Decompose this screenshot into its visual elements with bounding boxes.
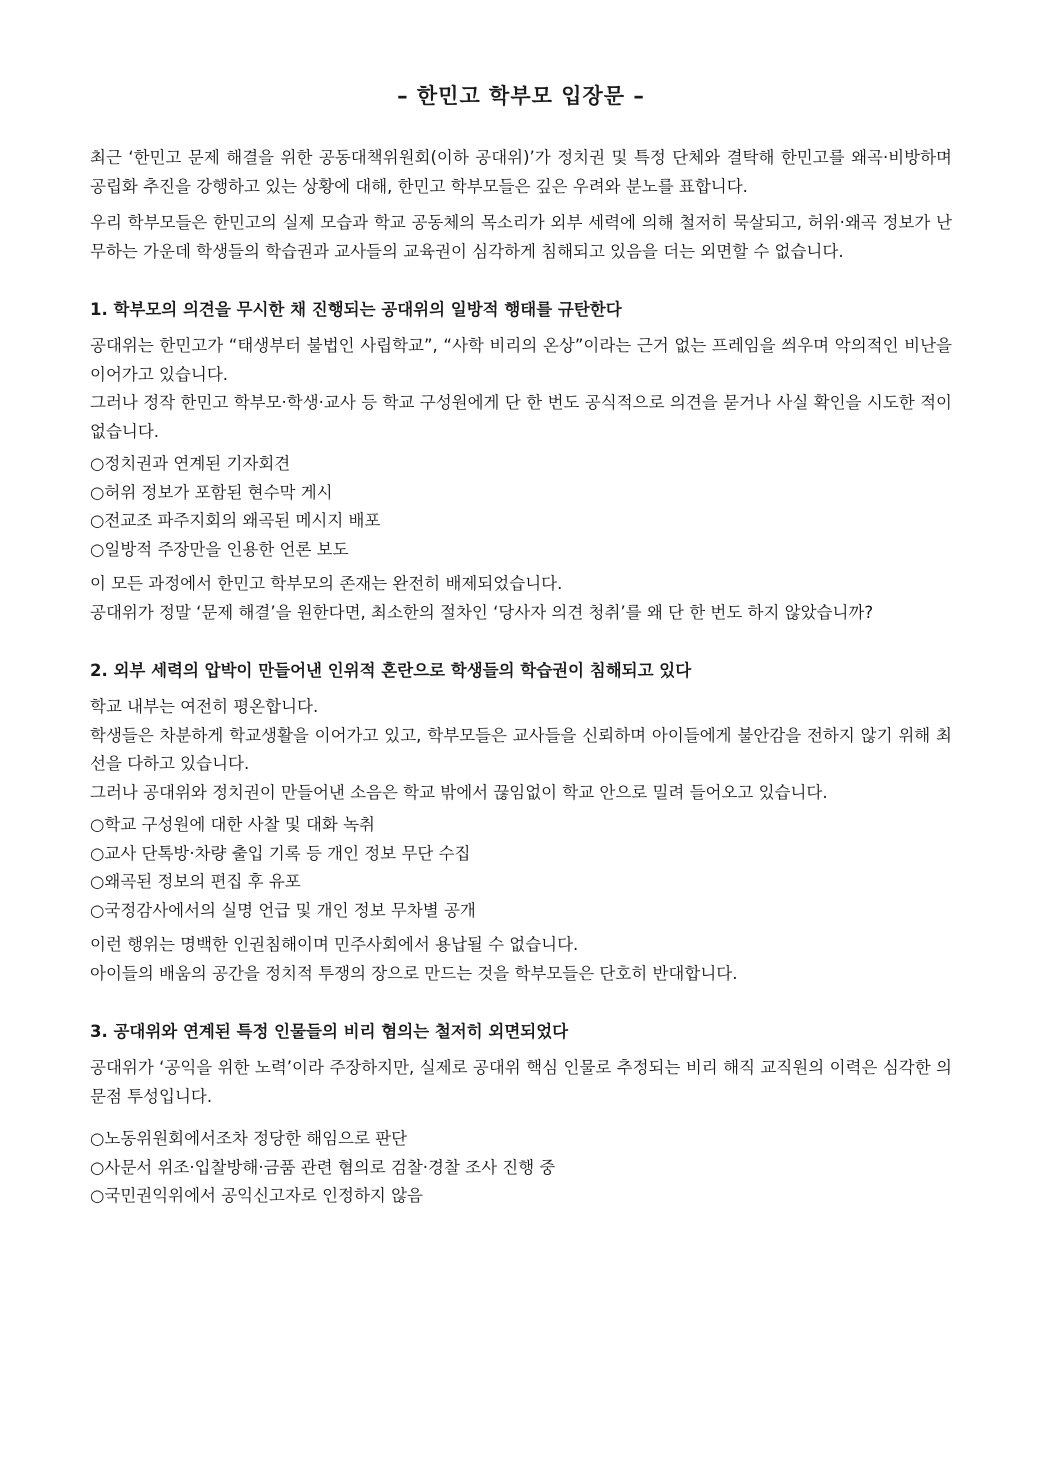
section-2-closing: 아이들의 배움의 공간을 정치적 투쟁의 장으로 만드는 것을 학부모들은 단호히 반대합니다. [90, 963, 738, 983]
document-title: – 한민고 학부모 입장문 – [397, 84, 645, 108]
section-2-paragraph: 학생들은 차분하게 학교생활을 이어가고 있고, 학부모들은 교사들을 신뢰하며 아이들에게 불안감을 전하지 않기 위해 최선을 다하고 있습니다. [90, 725, 952, 773]
intro-paragraph-2: 우리 학부모들은 한민고의 실제 모습과 학교 공동체의 목소리가 외부 세력에 의해 철저히 묵살되고, 허위·왜곡 정보가 난무하는 가운데 학생들의 학습권과 교사들의 교육권이 심각하게 침해되고 있음을 더는 외면할 수 없습니다. [90, 213, 952, 261]
list-item: ○전교조 파주지회의 왜곡된 메시지 배포 [90, 511, 381, 530]
section-2-paragraph: 학교 내부는 여전히 평온합니다. [90, 697, 319, 716]
section-2-bullet-list [90, 811, 952, 925]
list-item: ○국민권익위에서 공익신고자로 인정하지 않음 [90, 1186, 423, 1205]
intro-paragraph-1: 최근 ‘한민고 문제 해결을 위한 공동대책위원회(이하 공대위)’가 정치권 및 특정 단체와 결탁해 한민고를 왜곡·비방하며 공립화 추진을 강행하고 있는 상황에 대해, 한민고 학부모들은 깊은 우려와 분노를 표합니다. [90, 148, 952, 196]
list-item: ○허위 정보가 포함된 현수막 게시 [90, 482, 333, 502]
section-3 [90, 1018, 952, 1211]
section-2-paragraph: 그러나 공대위와 정치권이 만들어낸 소음은 학교 밖에서 끊임없이 학교 안으로 밀려 들어오고 있습니다. [90, 782, 828, 802]
list-item: ○국정감사에서의 실명 언급 및 개인 정보 무차별 공개 [90, 900, 476, 920]
section-1-paragraph: 공대위는 한민고가 “태생부터 불법인 사립학교”, “사학 비리의 온상”이라는 근거 없는 프레임을 씌우며 악의적인 비난을 이어가고 있습니다. [90, 336, 952, 384]
section-3-paragraph: 공대위가 ‘공익을 위한 노력’이라 주장하지만, 실제로 공대위 핵심 인물로 추정되는 비리 해직 교직원의 이력은 심각한 의문점 투성입니다. [90, 1058, 952, 1106]
section-2 [90, 657, 952, 988]
section-1-closing: 이 모든 과정에서 한민고 학부모의 존재는 완전히 배제되었습니다. [90, 574, 563, 593]
section-1-bullet-list [90, 450, 952, 564]
section-1-closing: 공대위가 정말 ‘문제 해결’을 원한다면, 최소한의 절차인 ‘당사자 의견 청취’를 왜 단 한 번도 하지 않았습니까? [90, 602, 874, 622]
list-item: ○노동위원회에서조차 정당한 해임으로 판단 [90, 1129, 408, 1148]
section-1-paragraph: 그러나 정작 한민고 학부모·학생·교사 등 학교 구성원에게 단 한 번도 공식적으로 의견을 묻거나 사실 확인을 시도한 적이 없습니다. [90, 393, 952, 441]
list-item: ○학교 구성원에 대한 사찰 및 대화 녹취 [90, 815, 375, 834]
section-2-heading: 2. 외부 세력의 압박이 만들어낸 인위적 혼란으로 학생들의 학습권이 침해되고 있다 [90, 661, 692, 680]
section-1-heading: 1. 학부모의 의견을 무시한 채 진행되는 공대위의 일방적 행태를 규탄한다 [90, 300, 622, 319]
list-item: ○사문서 위조·입찰방해·금품 관련 혐의로 검찰·경찰 조사 진행 중 [90, 1157, 556, 1177]
list-item: ○일방적 주장만을 인용한 언론 보도 [90, 539, 349, 559]
section-1 [90, 296, 952, 627]
list-item: ○교사 단톡방·차량 출입 기록 등 개인 정보 무단 수집 [90, 843, 471, 863]
document-page [90, 78, 952, 1217]
list-item: ○정치권과 연계된 기자회견 [90, 454, 291, 473]
list-item: ○왜곡된 정보의 편집 후 유포 [90, 872, 301, 891]
section-3-bullet-list [90, 1125, 952, 1211]
section-3-heading: 3. 공대위와 연계된 특정 인물들의 비리 혐의는 철저히 외면되었다 [90, 1022, 569, 1041]
section-2-closing: 이런 행위는 명백한 인권침해이며 민주사회에서 용납될 수 없습니다. [90, 935, 579, 954]
